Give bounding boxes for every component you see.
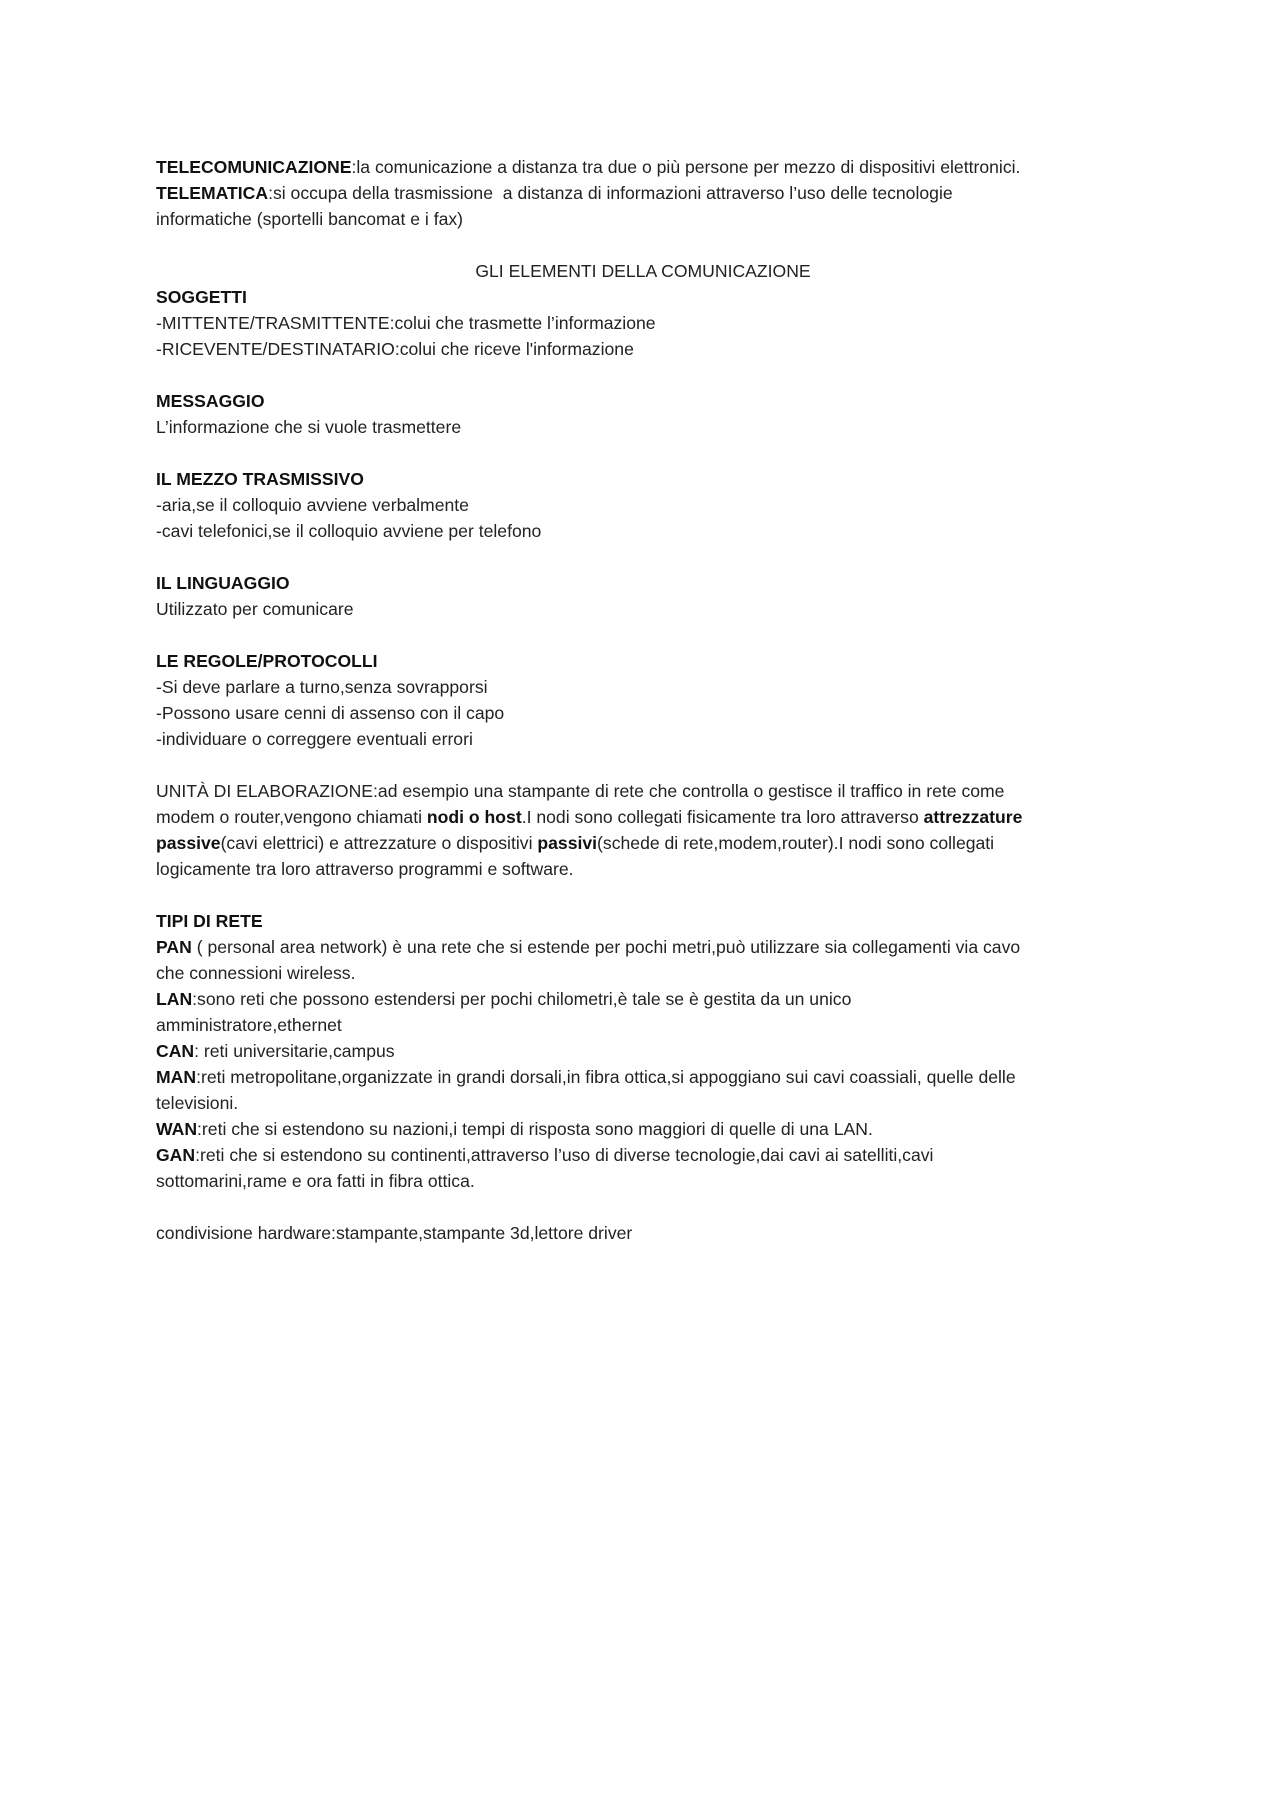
heading-tipi-di-rete: TIPI DI RETE [156,911,263,931]
heading-messaggio: MESSAGGIO [156,391,265,411]
network-man: MAN:reti metropolitane,organizzate in grandi dorsali,in fibra ottica,si appoggiano sui cavi coassiali, quelle delle [156,1067,1016,1087]
spacer [156,752,1130,778]
unita-line-2: modem o router,vengono chiamati nodi o host.I nodi sono collegati fisicamente tra loro attraverso attrezzature [156,807,1023,827]
network-lan-cont: amministratore,ethernet [156,1015,342,1035]
spacer [156,622,1130,648]
list-item: -cavi telefonici,se il colloquio avviene per telefono [156,521,542,541]
definition-telematica [156,180,1130,206]
network-man-cont: televisioni. [156,1093,239,1113]
network-lan: LAN:sono reti che possono estendersi per pochi chilometri,è tale se è gestita da un unico [156,989,852,1009]
spacer [156,544,1130,570]
list-item: -Possono usare cenni di assenso con il capo [156,703,505,723]
unita-line-1: UNITÀ DI ELABORAZIONE:ad esempio una stampante di rete che controlla o gestisce il traffico in rete come [156,781,1005,801]
unita-line-4: logicamente tra loro attraverso programmi e software. [156,859,574,879]
term-telematica: TELEMATICA [156,183,269,203]
list-item: -MITTENTE/TRASMITTENTE:colui che trasmette l’informazione [156,313,656,333]
spacer [156,440,1130,466]
spacer [156,232,1130,258]
condivisione-hardware: condivisione hardware:stampante,stampante 3d,lettore driver [156,1223,633,1243]
spacer [156,882,1130,908]
term-telecomunicazione: TELECOMUNICAZIONE [156,157,352,177]
network-can: CAN: reti universitarie,campus [156,1041,395,1061]
text-messaggio: L’informazione che si vuole trasmettere [156,417,462,437]
section-title: GLI ELEMENTI DELLA COMUNICAZIONE [475,261,811,281]
spacer [156,1194,1130,1220]
def-telecomunicazione: :la comunicazione a distanza tra due o più persone per mezzo di dispositivi elettronici. [351,157,1021,177]
heading-linguaggio: IL LINGUAGGIO [156,573,290,593]
unita-line-3: passive(cavi elettrici) e attrezzature o dispositivi passivi(schede di rete,modem,router).I nodi sono collegati [156,833,995,853]
network-pan: PAN ( personal area network) è una rete che si estende per pochi metri,può utilizzare sia collegamenti via cavo [156,937,1021,957]
network-wan: WAN:reti che si estendono su nazioni,i tempi di risposta sono maggiori di quelle di una LAN. [156,1119,873,1139]
heading-regole: LE REGOLE/PROTOCOLLI [156,651,378,671]
list-item: -aria,se il colloquio avviene verbalmente [156,495,469,515]
heading-soggetti: SOGGETTI [156,287,247,307]
list-item: -RICEVENTE/DESTINATARIO:colui che riceve l'informazione [156,339,634,359]
def-telematica-1: :si occupa della trasmissione a distanza di informazioni attraverso l’uso delle tecnologie [268,183,953,203]
network-pan-cont: che connessioni wireless. [156,963,356,983]
list-item: -Si deve parlare a turno,senza sovrapporsi [156,677,488,697]
network-gan-cont: sottomarini,rame e ora fatti in fibra ottica. [156,1171,475,1191]
text-linguaggio: Utilizzato per comunicare [156,599,354,619]
def-telematica-2: informatiche (sportelli bancomat e i fax) [156,209,464,229]
network-gan: GAN:reti che si estendono su continenti,attraverso l’uso di diverse tecnologie,dai cavi ai satelliti,cavi [156,1145,934,1165]
list-item: -individuare o correggere eventuali errori [156,729,473,749]
definition-telecomunicazione [156,154,1130,180]
spacer [156,362,1130,388]
heading-mezzo: IL MEZZO TRASMISSIVO [156,469,364,489]
